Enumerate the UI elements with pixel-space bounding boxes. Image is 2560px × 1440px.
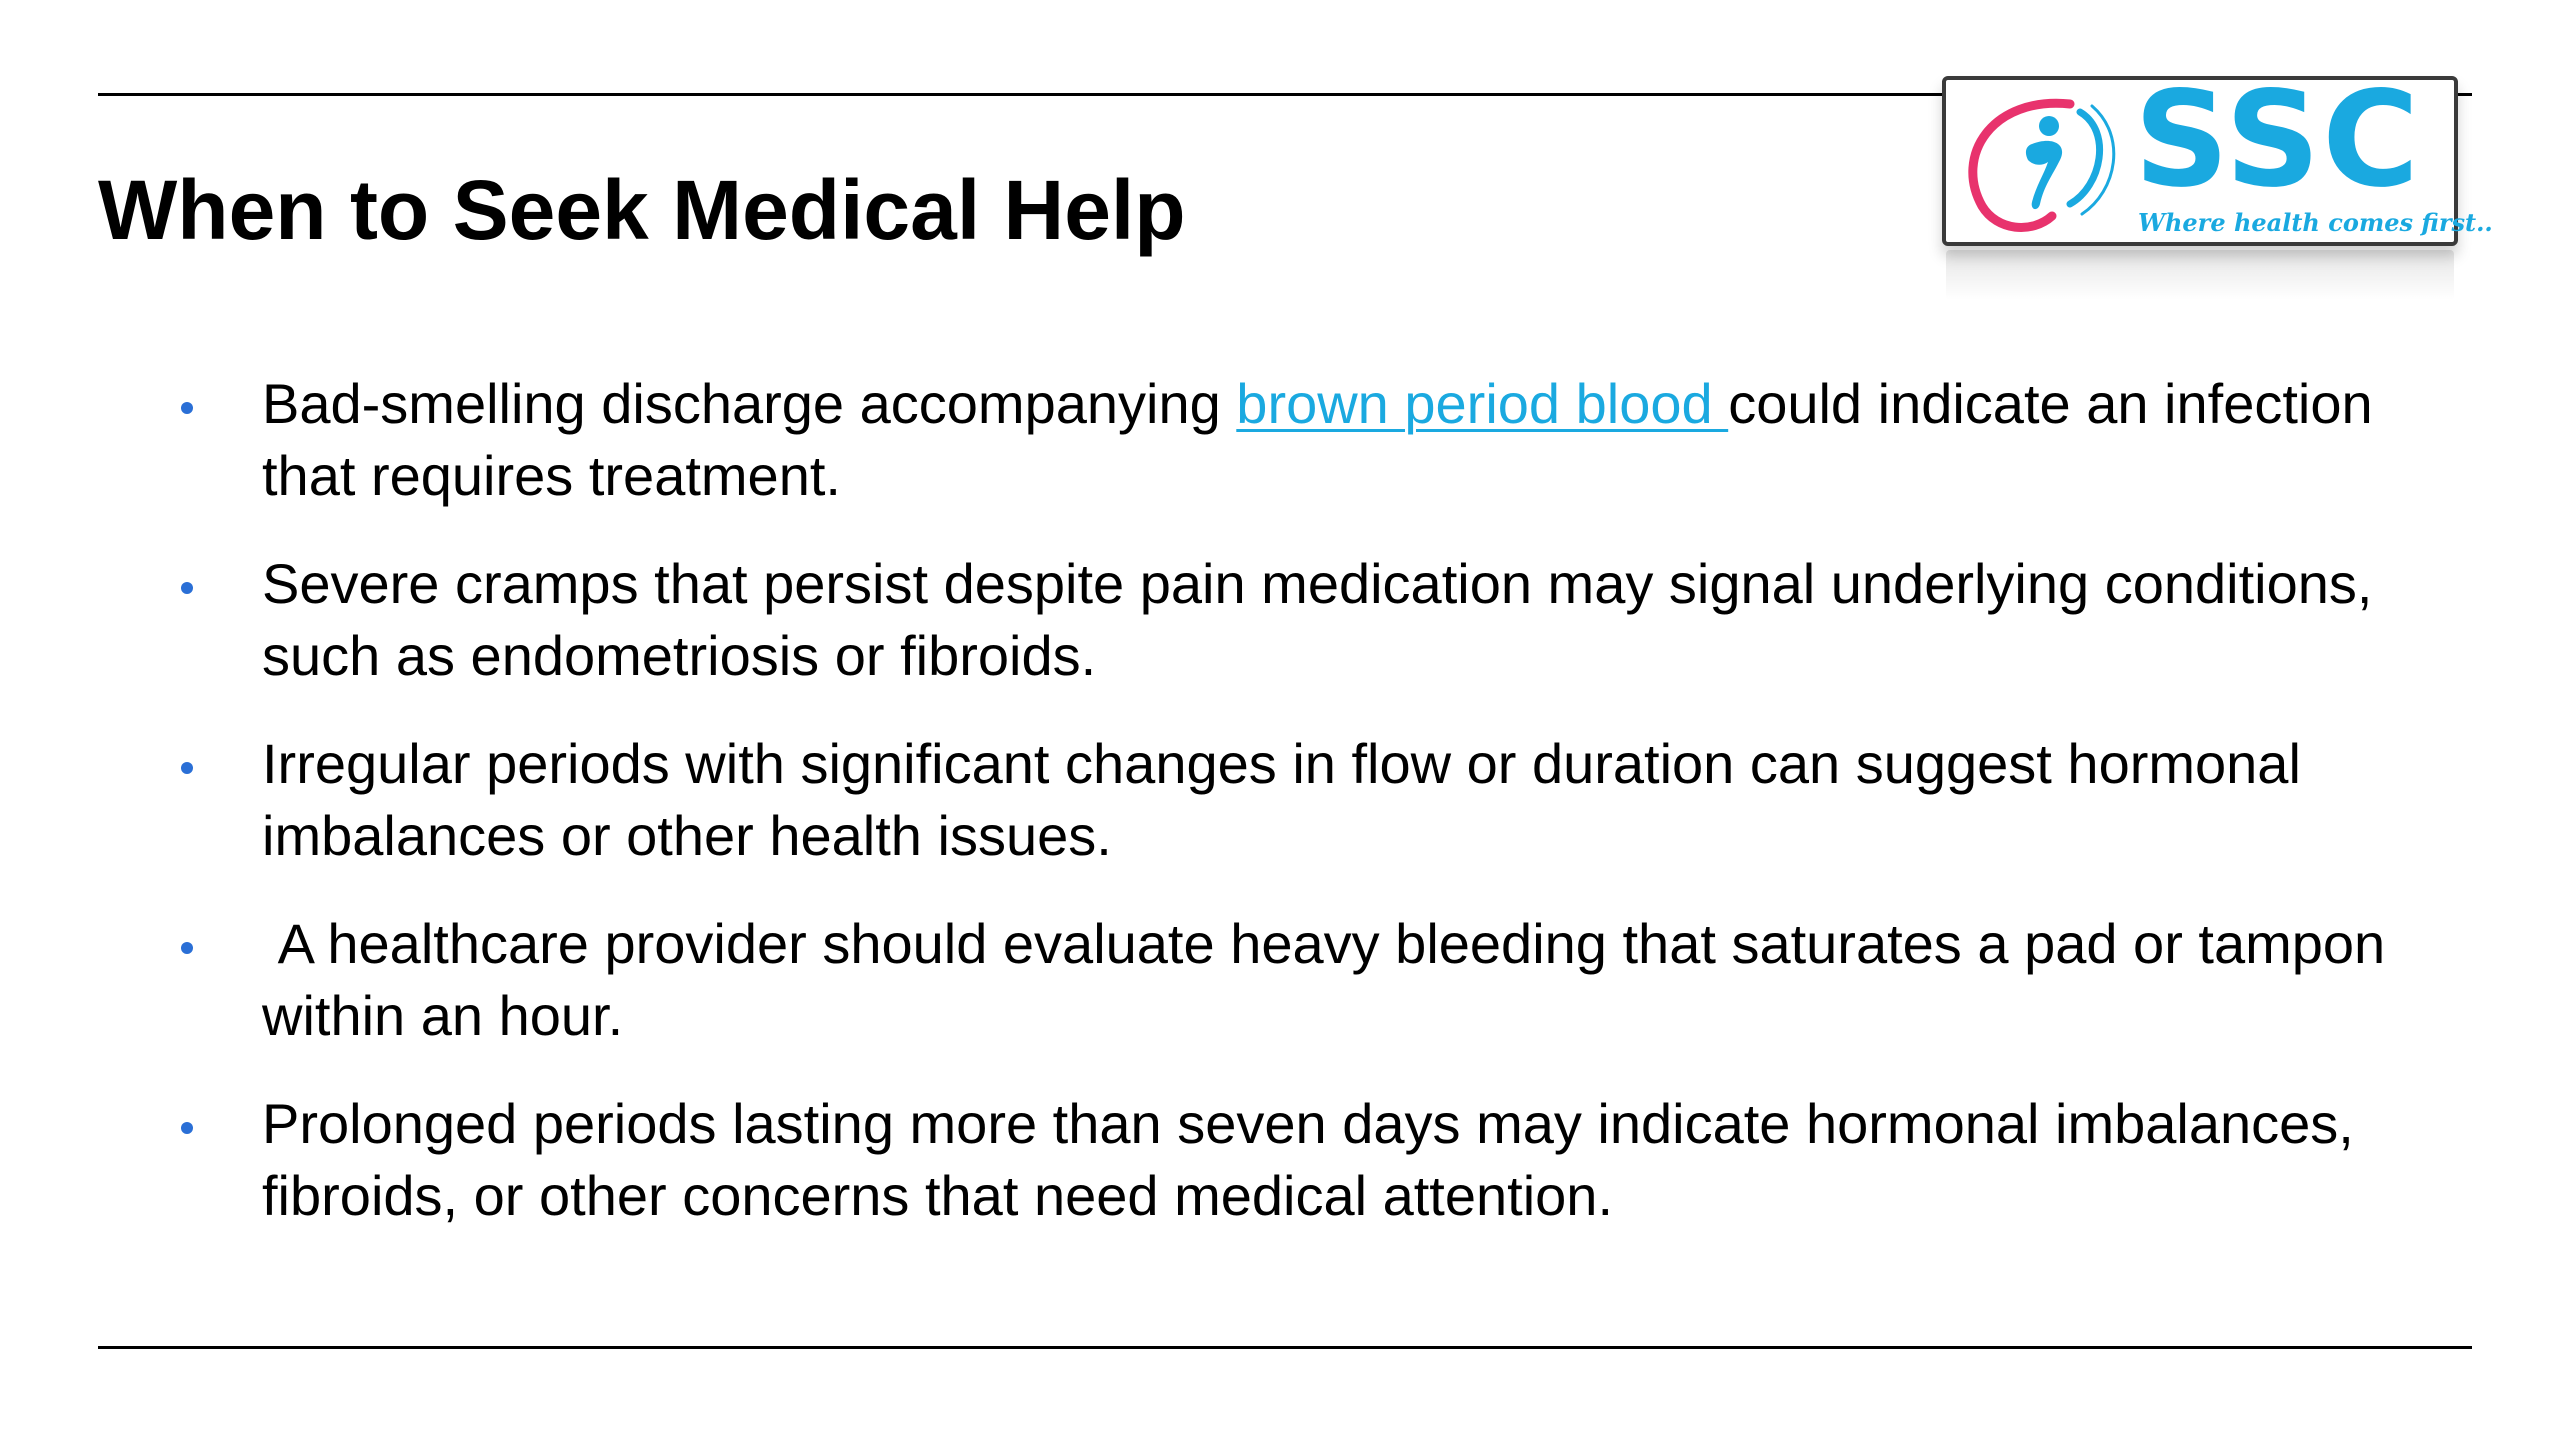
ssc-logo: [1942, 63, 2493, 246]
slide-title: When to Seek Medical Help: [98, 163, 1186, 258]
bullet-item: [168, 728, 2468, 872]
bullet-text: Irregular periods with significant changes in flow or duration can suggest hormonal imbalances or other health issues.: [262, 732, 2301, 867]
bullet-item: [168, 908, 2468, 1052]
bottom-divider: [98, 1346, 2472, 1349]
bullet-text: Prolonged periods lasting more than seven days may indicate hormonal imbalances, fibroids, or other concerns that need medical attention.: [262, 1092, 2354, 1227]
bullet-item: [168, 368, 2468, 512]
logo-text: SSC: [2134, 63, 2422, 217]
brown-period-blood-link[interactable]: brown period blood: [1236, 372, 1729, 435]
bullet-item: [168, 1088, 2468, 1232]
bullet-list: [168, 368, 2468, 1268]
bullet-text: Severe cramps that persist despite pain medication may signal underlying conditions, such as endometriosis or fibroids.: [262, 552, 2373, 687]
bullet-text: A healthcare provider should evaluate heavy bleeding that saturates a pad or tampon within an hour.: [262, 912, 2401, 1047]
bullet-text: could indicate an infection that requires treatment.: [262, 372, 2373, 507]
bullet-text: Bad-smelling discharge accompanying: [262, 372, 1237, 435]
person-swirl-icon: [1952, 86, 2122, 236]
logo-reflection: [1946, 250, 2454, 300]
logo-tagline: Where health comes first..: [2138, 208, 2493, 237]
bullet-item: [168, 548, 2468, 692]
